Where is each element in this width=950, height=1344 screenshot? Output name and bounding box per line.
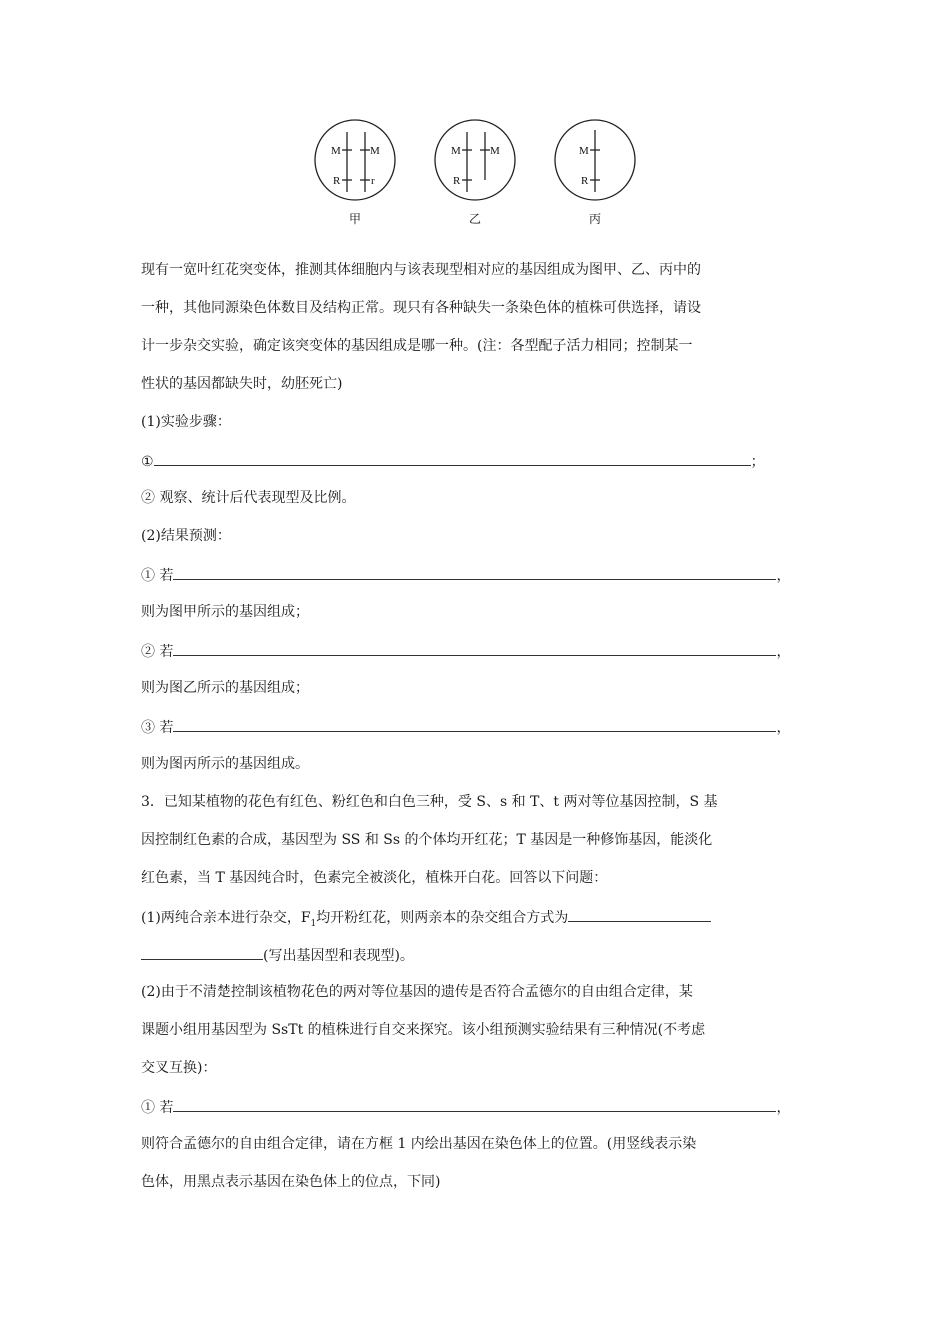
answer-blank[interactable] xyxy=(154,450,751,466)
gene-label: r xyxy=(371,175,375,187)
q1-step1-mark: ① xyxy=(141,454,154,470)
figure-caption-jia: 甲 xyxy=(348,212,362,226)
q1-step2: ② 观察、统计后代表现型及比例。 xyxy=(141,490,356,506)
gene-label: R xyxy=(453,175,461,187)
q3-part2-tail: 则符合孟德尔的自由组合定律，请在方框 1 内绘出基因在染色体上的位置。(用竖线表示染 xyxy=(141,1136,697,1152)
q3-part2-item-prefix: ① 若 xyxy=(141,1100,174,1116)
gene-label: M xyxy=(451,145,461,157)
answer-blank[interactable] xyxy=(141,944,263,960)
gene-label: M xyxy=(331,145,341,157)
q3-part2-line: 交叉互换)： xyxy=(141,1060,217,1076)
q2-item-end: ， xyxy=(776,644,791,660)
q3-part1-note: (写出基因型和表现型)。 xyxy=(263,948,414,964)
answer-blank[interactable] xyxy=(568,906,711,922)
figure-caption-yi: 乙 xyxy=(468,212,482,226)
q2-item-conclusion: 则为图丙所示的基因组成。 xyxy=(141,756,309,772)
answer-blank[interactable] xyxy=(173,640,776,656)
intro-line: 一种，其他同源染色体数目及结构正常。现只有各种缺失一条染色体的植株可供选择，请设 xyxy=(141,300,701,316)
gene-label: M xyxy=(579,145,589,157)
gene-label: R xyxy=(581,175,589,187)
q2-item-row xyxy=(141,564,821,586)
q1-step1-row xyxy=(141,450,821,472)
chromosome-diagram xyxy=(300,118,660,230)
figure-caption-bing: 丙 xyxy=(588,212,602,226)
gene-label: M xyxy=(490,145,500,157)
chromosome-figure xyxy=(300,118,660,230)
q3-part2-item-row xyxy=(141,1096,821,1118)
q1-heading: (1)实验步骤： xyxy=(141,414,231,430)
q3-part1-row2 xyxy=(141,944,821,966)
q3-part1-row xyxy=(141,906,821,934)
q2-item-prefix: ① 若 xyxy=(141,568,174,584)
q2-item-end: ， xyxy=(776,568,791,584)
q3-part2-tail: 色体，用黑点表示基因在染色体上的位点，下同) xyxy=(141,1174,441,1190)
gene-label: R xyxy=(333,175,341,187)
cell-circle-yi xyxy=(435,120,515,200)
q3-part2-line: 课题小组用基因型为 SsTt 的植株进行自交来探究。该小组预测实验结果有三种情况(不考虑 xyxy=(141,1022,706,1038)
q2-heading: (2)结果预测： xyxy=(141,528,231,544)
gene-label: M xyxy=(370,145,380,157)
subscript: 1 xyxy=(310,918,317,929)
intro-line: 现有一宽叶红花突变体，推测其体细胞内与该表现型相对应的基因组成为图甲、乙、丙中的 xyxy=(141,262,701,278)
q3-part2-line: (2)由于不清楚控制该植物花色的两对等位基因的遗传是否符合孟德尔的自由组合定律，某 xyxy=(141,984,693,1000)
q3-part2-item-end: ， xyxy=(776,1100,791,1116)
q3-stem-line: 3．已知某植物的花色有红色、粉红色和白色三种，受 S、s 和 T、t 两对等位基因控制，S 基 xyxy=(141,794,718,810)
q2-item-conclusion: 则为图甲所示的基因组成； xyxy=(141,604,309,620)
answer-blank[interactable] xyxy=(173,564,776,580)
intro-line: 计一步杂交实验，确定该突变体的基因组成是哪一种。(注：各型配子活力相同；控制某一 xyxy=(141,338,693,354)
q3-stem-line: 红色素，当 T 基因纯合时，色素完全被淡化，植株开白花。回答以下问题： xyxy=(141,870,608,886)
q1-step1-end: ； xyxy=(750,454,765,470)
answer-blank[interactable] xyxy=(173,1096,776,1112)
q2-item-row xyxy=(141,716,821,738)
q3-part1-text: (1)两纯合亲本进行杂交，F xyxy=(141,910,311,926)
q2-item-prefix: ② 若 xyxy=(141,644,174,660)
cell-circle-jia xyxy=(315,120,395,200)
q2-item-end: ， xyxy=(776,720,791,736)
q3-stem-line: 因控制红色素的合成，基因型为 SS 和 Ss 的个体均开红花；T 基因是一种修饰基因，能淡化 xyxy=(141,832,713,848)
q2-item-conclusion: 则为图乙所示的基因组成； xyxy=(141,680,309,696)
answer-blank[interactable] xyxy=(173,716,776,732)
intro-line: 性状的基因都缺失时，幼胚死亡) xyxy=(141,376,343,392)
q3-part1-text: 均开粉红花，则两亲本的杂交组合方式为 xyxy=(316,910,569,926)
q2-item-row xyxy=(141,640,821,662)
q2-item-prefix: ③ 若 xyxy=(141,720,174,736)
